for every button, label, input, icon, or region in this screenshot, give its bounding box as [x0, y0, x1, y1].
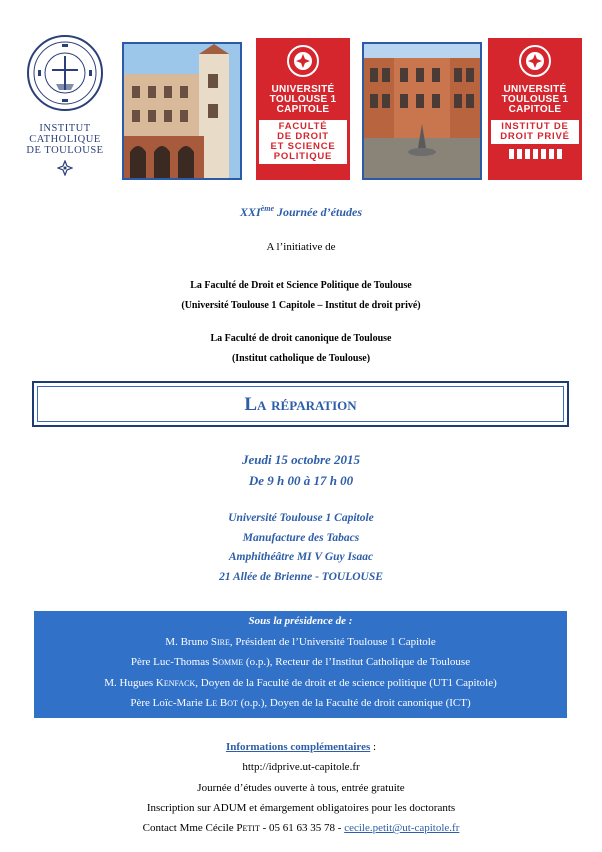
- info-block: [0, 737, 602, 838]
- ut1-faculty-line3: CAPITOLE: [276, 104, 330, 115]
- title-box: [32, 381, 569, 427]
- presidency-heading: Sous la présidence de :: [248, 615, 353, 627]
- event-date: Jeudi 15 octobre 2015: [241, 452, 361, 467]
- edition-sup: ème: [260, 204, 274, 213]
- ict-seal-icon: [26, 34, 104, 112]
- ut1-faculty-sub4: POLITIQUE: [273, 151, 333, 162]
- faculty1-name: La Faculté de Droit et Science Politique de Toulouse: [190, 280, 412, 291]
- ut1-emblem-icon: [286, 44, 320, 78]
- faculty1-affiliation: (Université Toulouse 1 Capitole – Institut de droit privé): [181, 300, 421, 311]
- faculty1-block: [0, 276, 602, 316]
- initiative-line: A l’initiative de: [266, 241, 336, 253]
- faculty2-block: [0, 329, 602, 369]
- venue-line3: Amphithéâtre MI V Guy Isaac: [228, 551, 374, 563]
- info-entry-line: Journée d’études ouverte à tous, entrée gratuite: [197, 781, 405, 794]
- person-role: (o.p.), Recteur de l’Institut Catholique de Toulouse: [243, 656, 471, 668]
- info-url[interactable]: http://idprive.ut-capitole.fr: [242, 761, 360, 774]
- venue-block: [0, 509, 602, 587]
- ict-name: [24, 123, 106, 156]
- person-title: Père Loïc-Marie: [130, 697, 203, 709]
- occitan-cross-icon: [57, 160, 73, 176]
- ut1-institute-sub1: INSTITUT DE: [501, 121, 569, 132]
- ut1-faculty-line2: TOULOUSE 1: [269, 94, 337, 105]
- person-title: M. Bruno: [165, 635, 209, 648]
- ut1-faculty-line1: UNIVERSITÉ: [271, 84, 335, 95]
- person-role: (o.p.), Doyen de la Faculté de droit canonique (ICT): [237, 697, 471, 709]
- contact-prefix: Contact Mme Cécile: [142, 822, 234, 835]
- person-title: Père Luc-Thomas: [130, 656, 210, 668]
- person-surname: Le Bot: [205, 697, 238, 709]
- presidency-panel: [34, 611, 567, 718]
- presidency-person: [34, 693, 567, 714]
- faculty2-name: La Faculté de droit canonique de Toulouse: [210, 333, 392, 344]
- contact-email-link[interactable]: cecile.petit@ut-capitole.fr: [344, 822, 460, 835]
- edition-numeral: XXI: [239, 205, 261, 219]
- contact-surname: Petit: [236, 822, 260, 835]
- presidency-person: [34, 652, 567, 673]
- person-surname: Sire: [210, 635, 230, 648]
- ut1-institute-sub: [491, 120, 579, 144]
- person-role: , Doyen de la Faculté de droit et de science politique (UT1 Capitole): [195, 676, 497, 689]
- ut1-faculty-sub3: ET SCIENCE: [270, 141, 336, 152]
- person-title: M. Hugues: [104, 676, 154, 689]
- ict-logo: [24, 34, 106, 190]
- venue-line1: Université Toulouse 1 Capitole: [228, 512, 374, 524]
- ut1-institute-line2: TOULOUSE 1: [501, 94, 569, 105]
- person-surname: Somme: [212, 656, 244, 668]
- presidency-person: [34, 632, 567, 653]
- faculty2-affiliation: (Institut catholique de Toulouse): [231, 353, 371, 364]
- ut1-institute-line1: UNIVERSITÉ: [503, 84, 567, 95]
- logo-row: [24, 34, 580, 190]
- ict-name-line2: CATHOLIQUE: [29, 134, 101, 145]
- ict-name-line3: DE TOULOUSE: [26, 145, 104, 156]
- venue-line4: 21 Allée de Brienne - TOULOUSE: [219, 570, 383, 583]
- building-photo-1: [122, 42, 242, 180]
- event-hours: De 9 h 00 à 17 h 00: [248, 473, 354, 488]
- presidency-person: [34, 673, 567, 694]
- event-title-text: La réparation: [244, 394, 357, 415]
- ut1-faculty-sub: [259, 120, 347, 164]
- person-role: , Président de l’Université Toulouse 1 Capitole: [229, 635, 436, 648]
- info-colon: :: [370, 741, 377, 753]
- ut1-faculty-sub1: FACULTÉ: [278, 121, 328, 132]
- edition-label: Journée d’études: [277, 205, 362, 219]
- date-block: [0, 449, 602, 491]
- books-icon: [505, 148, 565, 160]
- ict-name-line1: INSTITUT: [39, 123, 91, 134]
- contact-phone: - 05 61 63 35 78 -: [259, 822, 345, 835]
- ut1-institute-logo: [488, 38, 582, 180]
- info-registration-line: Inscription sur ADUM et émargement obligatoires pour les doctorants: [146, 801, 456, 814]
- info-heading-line: [0, 737, 602, 757]
- edition-heading: [0, 204, 602, 220]
- venue-line2: Manufacture des Tabacs: [242, 531, 360, 544]
- event-title: [37, 386, 564, 422]
- courtyard-photo: [362, 42, 482, 180]
- contact-line: [0, 818, 602, 838]
- ut1-faculty-sub2: DE DROIT: [277, 131, 329, 142]
- ut1-emblem-icon: [518, 44, 552, 78]
- ut1-institute-line3: CAPITOLE: [508, 104, 562, 115]
- info-heading: Informations complémentaires: [225, 741, 371, 753]
- ut1-faculty-logo: [256, 38, 350, 180]
- ut1-institute-sub2: DROIT PRIVÉ: [500, 131, 570, 142]
- person-surname: Kenfack: [155, 676, 196, 689]
